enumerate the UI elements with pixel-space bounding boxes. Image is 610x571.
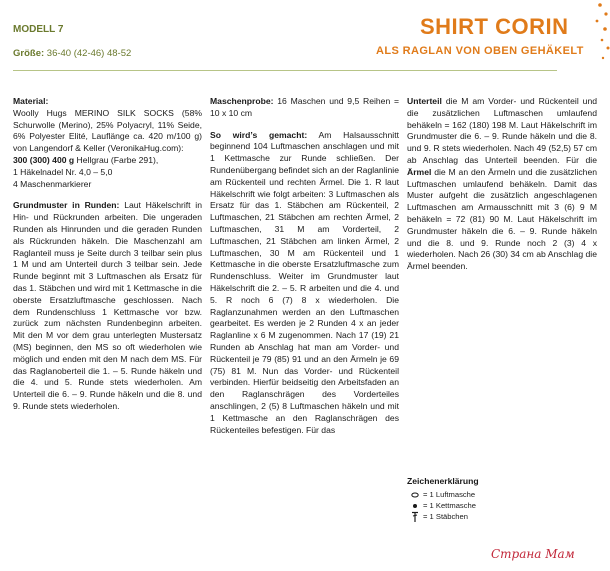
- instructions-continued: [407, 96, 597, 273]
- legend-label: = 1 Stäbchen: [423, 512, 468, 521]
- maschenprobe-text: 16 Maschen und 9,5 Reihen = 10 x 10 cm: [210, 96, 400, 118]
- chain-stitch-icon: [407, 491, 423, 499]
- unterteil-label: Unterteil: [407, 96, 442, 106]
- size-value: 36-40 (42-46) 48-52: [46, 48, 132, 59]
- page-header: [0, 0, 610, 78]
- size-label: Größe:: [13, 48, 45, 59]
- watermark-text: Страна Мам: [491, 547, 575, 561]
- maschenprobe-section: [210, 96, 399, 120]
- instructions-section: [210, 130, 399, 437]
- legend-title: Zeichenerklärung: [407, 476, 479, 486]
- legend-item: [407, 500, 597, 511]
- header-divider: [13, 70, 557, 71]
- aermel-text: die M an den Ärmeln und die zusätzlichen Luftmaschen umlaufend behäkeln. Damit das Muster aufgeht die zusätzlich angeschlagenen Luftmaschen am Armausschnitt mit 3 (6) 9 M behäkeln = 72 (81) 90 M. Laut Häkelschrift im Grundmuster häkeln die 6. – 9. Runde häkeln und die 8. und 9. Runde noch 2 (3) 4 x wiederholen. Nach 26 (30) 34 cm ab Anschlag die Ärmel beenden.: [407, 166, 598, 272]
- aermel-label: Ärmel: [407, 166, 432, 177]
- legend-label: = 1 Kettmasche: [423, 501, 476, 510]
- column-left: [13, 96, 202, 423]
- column-right: [407, 96, 597, 283]
- yarn-decoration-icon: [573, 0, 610, 70]
- page-title: SHIRT CORIN: [420, 14, 569, 39]
- unterteil-text: die M am Vorder- und Rückenteil und die zusätzlichen Luftmaschen umlaufend behäkeln = 162 (180) 198 M. Laut Häkelschrift im Grundmuster die 6. – 9. Runde häkeln und die 8. und 9. R stets wiederholen. Nach 49 (52,5) 57 cm ab Anschlag das Unterteil beenden. Für die: [407, 96, 598, 165]
- legend-item: [407, 511, 597, 522]
- material-needle: 1 Häkelnadel Nr. 4,0 – 5,0: [13, 166, 113, 177]
- size-line: [13, 48, 131, 59]
- grundmuster-section: [13, 200, 202, 412]
- legend-label: = 1 Luftmasche: [423, 490, 476, 499]
- material-amount: 300 (300) 400 g: [13, 154, 75, 165]
- material-markers: 4 Maschenmarkierer: [13, 178, 92, 189]
- column-middle: [210, 96, 399, 446]
- material-heading: Material:: [13, 96, 49, 106]
- grundmuster-text: Laut Häkelschrift in Hin- und Rückrunden arbeiten. Die ungeraden Runden als Hinrunden und die geraden Runden als Rückrunden häkeln. Die Maschenzahl am Raglanteil muss je Seite durch 3 teilbar sein plus 1 M und am Unterteil durch 3 teilbar sein. Jede Runde beginnt mit 3 Luftmaschen als Ersatz für das 1. Stäbchen und wird mit 1 Kettmasche in die oberste Ersatzluftmasche geschlossen. Nach dem Rundenschluss 1 Kettmasche vor bzw. zurück zum nächsten Rundenbeginn arbeiten. Mit den M vor dem grau unterlegten Mustersatz (MS) beginnen, den MS so oft wiederholen wie möglich und enden mit den M nach dem MS. Für das Raglanoberteil die 1. – 5. Runde häkeln und die 4. und 5. Runde stets wiederholen. Am Unterteil die 6. – 9. Runde häkeln und die 8. und 9. Runde stets wiederholen.: [13, 200, 202, 411]
- slip-stitch-icon: [407, 502, 423, 510]
- legend-item: [407, 489, 597, 500]
- material-color: Hellgrau (Farbe 291),: [74, 154, 159, 165]
- model-number: MODELL 7: [13, 24, 64, 35]
- material-section: [13, 96, 202, 190]
- maschenprobe-heading: Maschenprobe:: [210, 96, 274, 106]
- double-crochet-icon: [407, 511, 423, 523]
- instructions-text: Am Halsausschnitt beginnend 104 Luftmaschen anschlagen und mit 1 Kettmasche zur Runde schließen. Der Rundenübergang befindet sich an der Raglanlinie am Rückenteil und rechten Ärmel. Die 1. R laut Häkelschrift wie folgt arbeiten: 3 Luftmaschen als Ersatz für das 1. Stäbchen am Rückenteil, 2 Luftmaschen, 21 Stäbchen am rechten Ärmel, 2 Luftmaschen, 31 M am Vorderteil, 2 Luftmaschen, 21 Stäbchen am linken Ärmel, 2 Luftmaschen, 30 M am Rückenteil und 1 Kettmasche in die oberste Ersatzluftmasche zum Rundenschluss. Weiter im Grundmuster laut Häkelschrift die 2. – 5. R arbeiten und die 4. und 5. R noch 6 (7) 8 x wiederholen. Die Raglanzunahmen werden an den Luftmaschen gearbeitet. Es werden je 2 Runden 4 x an jeder Raglanline x 6 M zugenommen. Nach 17 (19) 21 Runden ab Anschlag hat man am Vorder- und Rückenteil je 79 (85) 91 und an den Ärmeln je 69 (75) 81 M. Nun das Vorder- und Rückenteil verbinden. Hierfür beidseitig den Arbeitsfaden an den Raglanschrägen des Vorderteiles anschlingen, 2 (5) 8 Luftmaschen häkeln und mit 1 Kettmasche an den Raglanschrägen des Rückenteiles befestigen. Für das: [210, 129, 399, 435]
- instructions-heading: So wird’s gemacht:: [210, 129, 308, 140]
- grundmuster-heading: Grundmuster in Runden:: [13, 200, 120, 211]
- material-text: Woolly Hugs MERINO SILK SOCKS (58% Schurwolle (Merino), 25% Polyacryl, 11% Seide, 6% Polyester Elité, Lauflänge ca. 420 m/100 g) von Langendorf & Keller (VeronikaHug.com):: [13, 107, 202, 154]
- page-subtitle: ALS RAGLAN VON OBEN GEHÄKELT: [376, 45, 584, 57]
- symbol-legend: [407, 476, 597, 522]
